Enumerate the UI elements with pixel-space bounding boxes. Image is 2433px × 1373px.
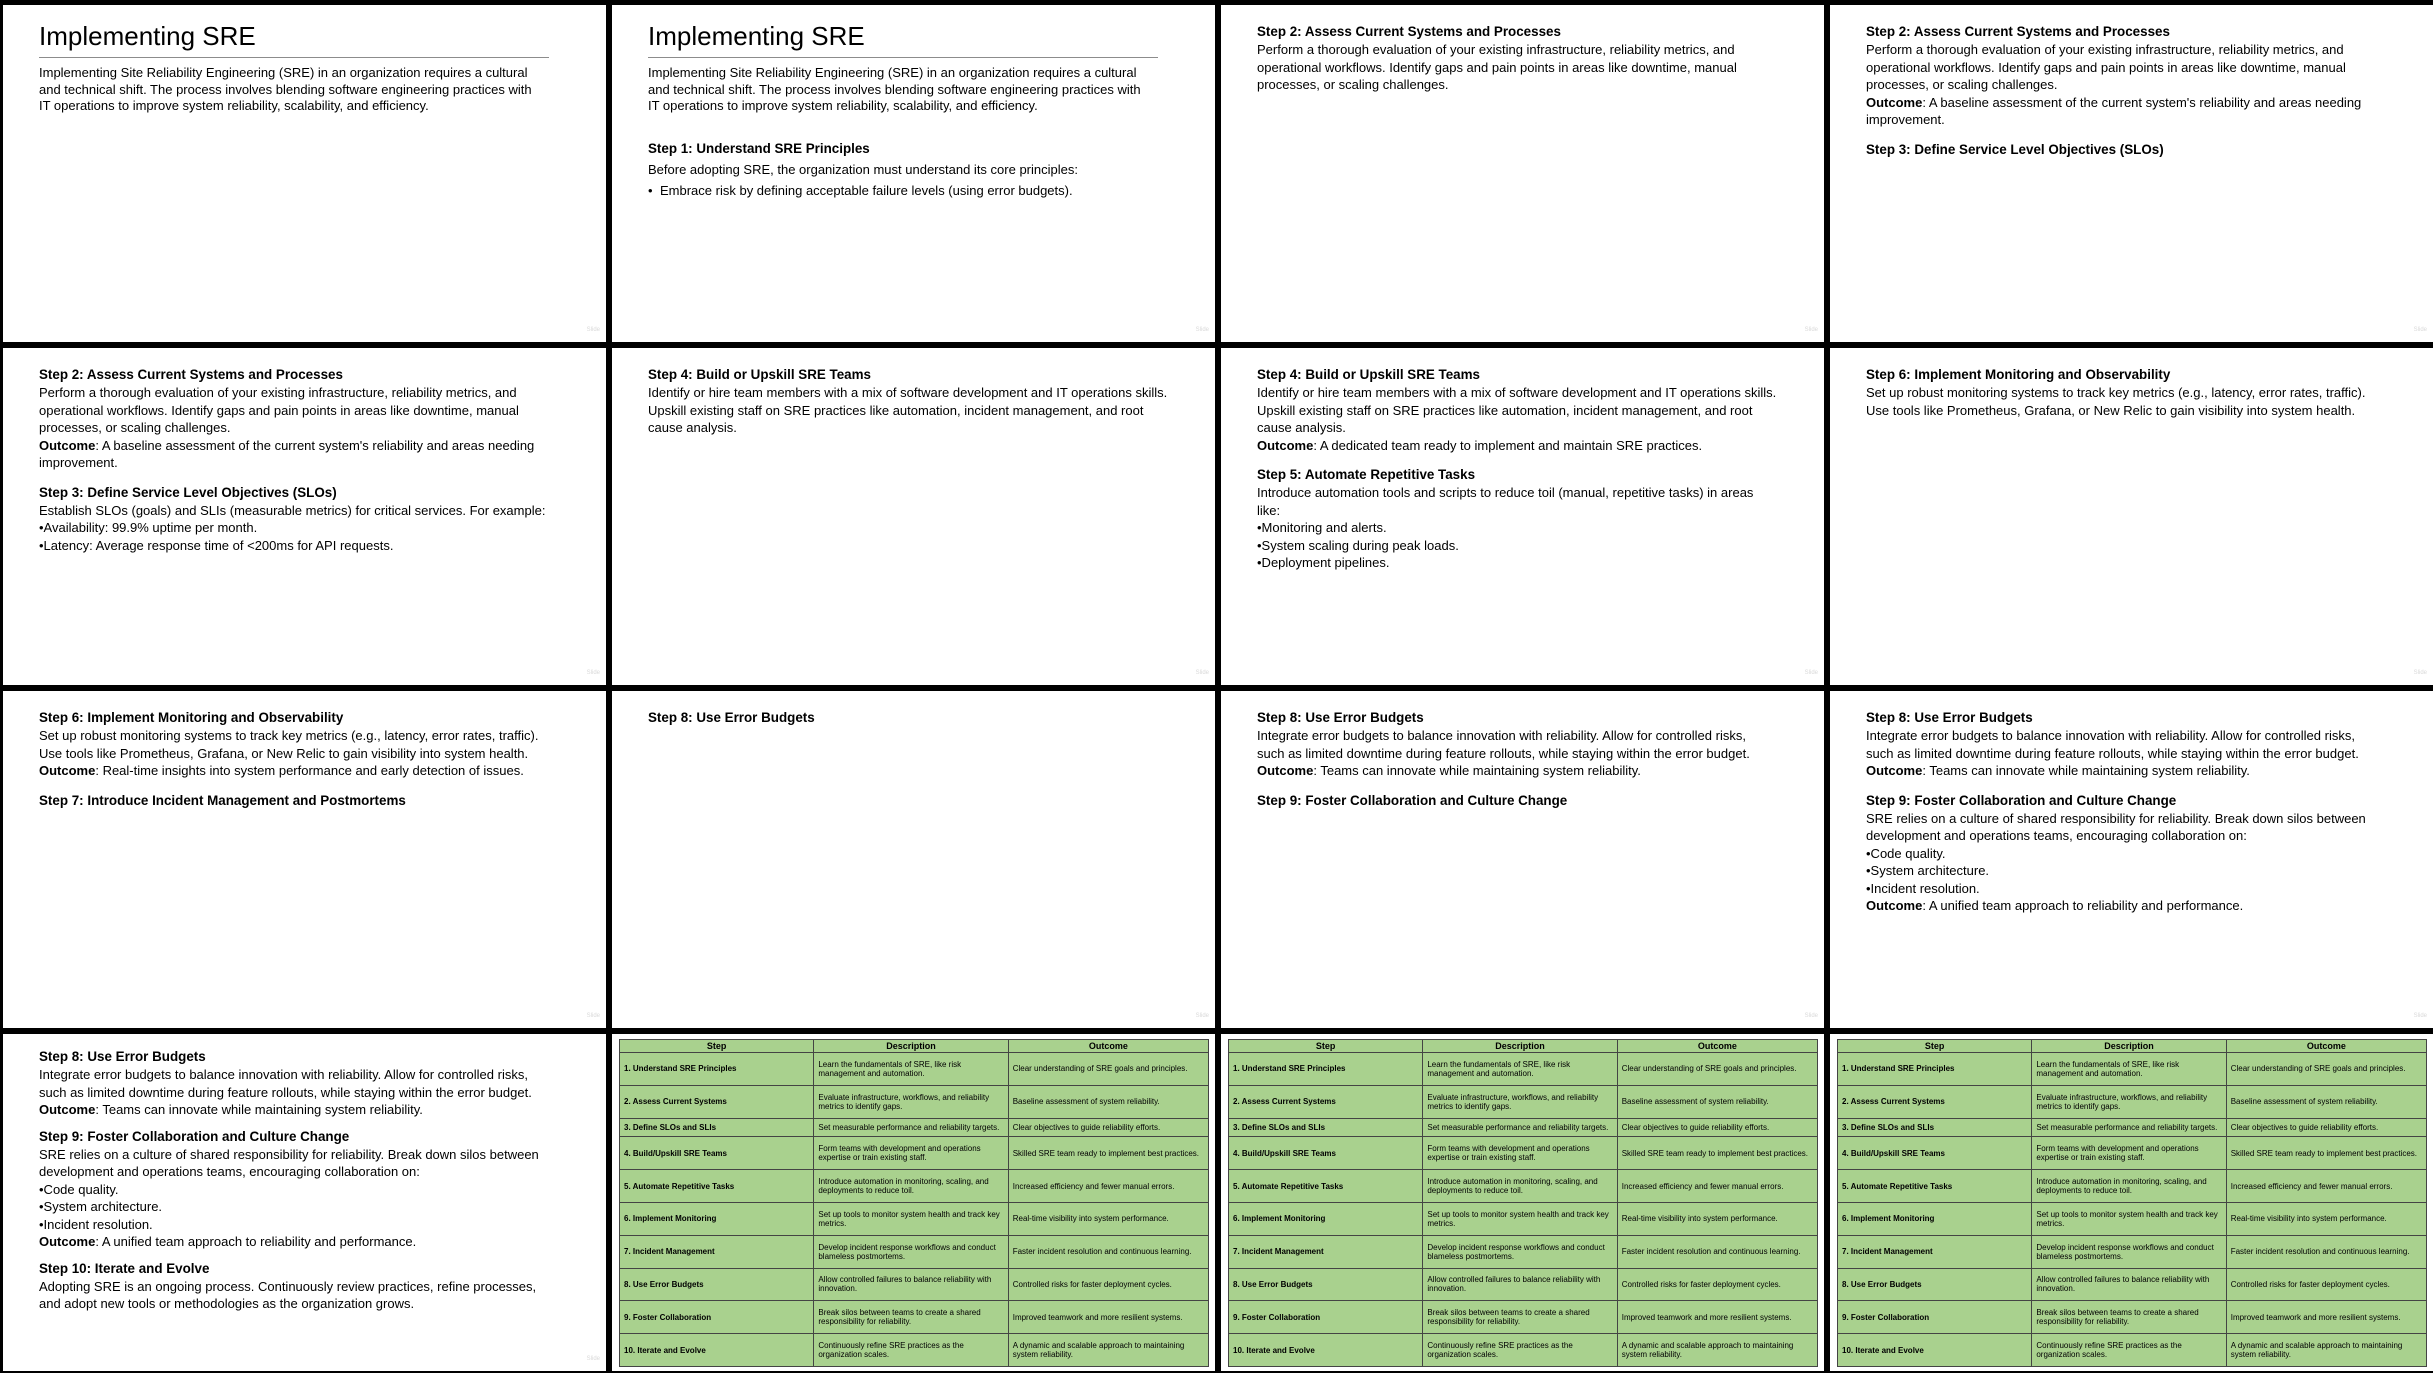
description-cell: Break silos between teams to create a shared responsibility for reliability. [1423, 1301, 1617, 1334]
step-cell: 6. Implement Monitoring [1838, 1202, 2032, 1235]
slide-watermark: Slide [2413, 670, 2427, 676]
step9-text: SRE relies on a culture of shared responsibility for reliability. Break down silos between development and operations teams, encouraging collaboration on: [1866, 810, 2366, 843]
step-cell: 3. Define SLOs and SLIs [1229, 1118, 1423, 1137]
outcome-cell: Faster incident resolution and continuous learning. [2226, 1235, 2426, 1268]
step2-outcome [39, 437, 559, 472]
outcome-cell: Clear objectives to guide reliability efforts. [1008, 1118, 1208, 1137]
step8-text: Integrate error budgets to balance innovation with reliability. Allow for controlled risks, such as limited downtime during feature rollouts, while staying within the error budget. [1257, 728, 1750, 761]
step-cell: 1. Understand SRE Principles [1838, 1053, 2032, 1086]
step2-outcome-text: : A baseline assessment of the current system's reliability and areas needing improvement. [1866, 94, 2362, 127]
step-cell: 10. Iterate and Evolve [1838, 1334, 2032, 1367]
description-cell: Form teams with development and operations expertise or train existing staff. [2032, 1137, 2226, 1170]
step6-text: Set up robust monitoring systems to track key metrics (e.g., latency, error rates, traffic). Use tools like Prometheus, Grafana, or New Relic to gain visibility into system health. [39, 728, 539, 761]
table-header-row [620, 1040, 1209, 1053]
table-header-row [1229, 1040, 1818, 1053]
step6-heading: Step 6: Implement Monitoring and Observability [39, 710, 344, 725]
step9-outcome-text: : A unified team approach to reliability and performance. [1922, 898, 2244, 913]
description-cell: Develop incident response workflows and conduct blameless postmortems. [1423, 1235, 1617, 1268]
table-row [620, 1301, 1209, 1334]
slide-watermark: Slide [1195, 327, 1209, 333]
steps-table [1837, 1039, 2427, 1367]
step4-heading: Step 4: Build or Upskill SRE Teams [648, 367, 871, 382]
step4-text: Identify or hire team members with a mix of software development and IT operations skills. Upskill existing staff on SRE practices like automation, incident management, and root cause analysis. [648, 385, 1168, 435]
outcome-cell: Controlled risks for faster deployment cycles. [2226, 1268, 2426, 1301]
description-cell: Introduce automation in monitoring, scaling, and deployments to reduce toil. [814, 1170, 1008, 1203]
step10-heading: Step 10: Iterate and Evolve [39, 1260, 210, 1276]
step2-heading: Step 2: Assess Current Systems and Processes [1257, 24, 1561, 39]
step2-text: Perform a thorough evaluation of your existing infrastructure, reliability metrics, and operational workflows. Identify gaps and pain points in areas like downtime, manual processes, or scaling challenges. [1257, 42, 1737, 92]
step5-text: Introduce automation tools and scripts to reduce toil (manual, repetitive tasks) in areas like: [1257, 485, 1754, 518]
description-cell: Develop incident response workflows and conduct blameless postmortems. [814, 1235, 1008, 1268]
step9-outcome [39, 1233, 559, 1251]
outcome-cell: Baseline assessment of system reliability. [2226, 1085, 2426, 1118]
step2-outcome [1866, 94, 2386, 129]
step4-heading: Step 4: Build or Upskill SRE Teams [1257, 367, 1480, 382]
description-cell: Learn the fundamentals of SRE, like risk management and automation. [2032, 1053, 2226, 1086]
slide-title: Implementing SRE [39, 21, 549, 58]
outcome-cell: Real-time visibility into system performance. [2226, 1202, 2426, 1235]
description-cell: Evaluate infrastructure, workflows, and reliability metrics to identify gaps. [2032, 1085, 2226, 1118]
slide-thumbnail-15[interactable] [1221, 1034, 1824, 1371]
description-cell: Break silos between teams to create a shared responsibility for reliability. [814, 1301, 1008, 1334]
description-cell: Continuously refine SRE practices as the organization scales. [2032, 1334, 2226, 1367]
outcome-cell: Improved teamwork and more resilient systems. [1008, 1301, 1208, 1334]
slide-watermark: Slide [1804, 1013, 1818, 1019]
table-row [620, 1053, 1209, 1086]
slide-watermark: Slide [2413, 1013, 2427, 1019]
step-cell: 5. Automate Repetitive Tasks [1229, 1170, 1423, 1203]
step9-text: SRE relies on a culture of shared responsibility for reliability. Break down silos between development and operations teams, encouraging collaboration on: [39, 1146, 539, 1179]
step6-text: Set up robust monitoring systems to track key metrics (e.g., latency, error rates, traffic). Use tools like Prometheus, Grafana, or New Relic to gain visibility into system health. [1866, 385, 2366, 418]
step-cell: 3. Define SLOs and SLIs [1838, 1118, 2032, 1137]
table-row [1229, 1334, 1818, 1367]
table-row [1229, 1053, 1818, 1086]
step7-heading: Step 7: Introduce Incident Management and Postmortems [39, 792, 406, 808]
slide-thumbnail-11[interactable] [1221, 691, 1824, 1028]
slide-thumbnail-4[interactable] [1830, 5, 2433, 342]
table-row [1838, 1268, 2427, 1301]
step9-bullet: •System architecture. [1866, 863, 1990, 878]
step-cell: 5. Automate Repetitive Tasks [1838, 1170, 2032, 1203]
table-row [1229, 1235, 1818, 1268]
outcome-cell: Faster incident resolution and continuous learning. [1008, 1235, 1208, 1268]
step-cell: 7. Incident Management [620, 1235, 814, 1268]
outcome-cell: Increased efficiency and fewer manual errors. [2226, 1170, 2426, 1203]
step5-bullet: •System scaling during peak loads. [1257, 537, 1459, 553]
step6-outcome-text: : Real-time insights into system performance and early detection of issues. [95, 763, 524, 778]
outcome-cell: Controlled risks for faster deployment cycles. [1008, 1268, 1208, 1301]
step3-heading: Step 3: Define Service Level Objectives (SLOs) [1866, 141, 2164, 157]
step9-bullet: •Incident resolution. [1866, 880, 1980, 896]
step3-text: Establish SLOs (goals) and SLIs (measurable metrics) for critical services. For example: [39, 502, 546, 518]
step9-bullet: •Incident resolution. [39, 1216, 153, 1232]
description-cell: Continuously refine SRE practices as the organization scales. [814, 1334, 1008, 1367]
intro-text: Implementing Site Reliability Engineering (SRE) in an organization requires a cultural and technical shift. The process involves blending software engineering practices with IT operations to improve system reliability, scalability, and efficiency. [39, 65, 532, 113]
outcome-label: Outcome [1257, 763, 1314, 778]
table-row [620, 1202, 1209, 1235]
description-cell: Develop incident response workflows and conduct blameless postmortems. [2032, 1235, 2226, 1268]
step5-heading: Step 5: Automate Repetitive Tasks [1257, 467, 1476, 482]
step8-heading: Step 8: Use Error Budgets [39, 1049, 206, 1064]
step-cell: 1. Understand SRE Principles [1229, 1053, 1423, 1086]
outcome-label: Outcome [39, 1102, 96, 1117]
description-cell: Introduce automation in monitoring, scaling, and deployments to reduce toil. [2032, 1170, 2226, 1203]
table-row [1838, 1301, 2427, 1334]
outcome-label: Outcome [39, 437, 96, 453]
outcome-cell: Improved teamwork and more resilient systems. [1617, 1301, 1817, 1334]
description-cell: Continuously refine SRE practices as the organization scales. [1423, 1334, 1617, 1367]
description-cell: Set up tools to monitor system health and track key metrics. [2032, 1202, 2226, 1235]
slide-thumbnail-2[interactable] [612, 5, 1215, 342]
step9-outcome-text: : A unified team approach to reliability and performance. [95, 1234, 417, 1249]
step8-text: Integrate error budgets to balance innovation with reliability. Allow for controlled risks, such as limited downtime during feature rollouts, while staying within the error budget. [1866, 728, 2359, 761]
step8-outcome [1866, 762, 2386, 780]
table-row [1838, 1170, 2427, 1203]
step2-text: Perform a thorough evaluation of your existing infrastructure, reliability metrics, and operational workflows. Identify gaps and pain points in areas like downtime, manual processes, or scaling challenges. [39, 385, 519, 435]
description-cell: Evaluate infrastructure, workflows, and reliability metrics to identify gaps. [1423, 1085, 1617, 1118]
slide-watermark: Slide [586, 1356, 600, 1362]
slide-thumbnail-3[interactable] [1221, 5, 1824, 342]
step4-text: Identify or hire team members with a mix of software development and IT operations skills. Upskill existing staff on SRE practices like automation, incident management, and root cause analysis. [1257, 385, 1777, 435]
table-row [1229, 1170, 1818, 1203]
step-cell: 5. Automate Repetitive Tasks [620, 1170, 814, 1203]
step-cell: 2. Assess Current Systems [1229, 1085, 1423, 1118]
step-cell: 4. Build/Upskill SRE Teams [1838, 1137, 2032, 1170]
description-cell: Set measurable performance and reliability targets. [2032, 1118, 2226, 1137]
table-row [1838, 1118, 2427, 1137]
step-cell: 9. Foster Collaboration [620, 1301, 814, 1334]
table-row [1838, 1137, 2427, 1170]
slide-watermark: Slide [1195, 1013, 1209, 1019]
step3-bullet: •Latency: Average response time of <200ms for API requests. [39, 537, 394, 553]
intro-text: Implementing Site Reliability Engineering (SRE) in an organization requires a cultural and technical shift. The process involves blending software engineering practices with IT operations to improve system reliability, scalability, and efficiency. [648, 65, 1141, 113]
outcome-cell: A dynamic and scalable approach to maintaining system reliability. [1008, 1334, 1208, 1367]
slide-watermark: Slide [1804, 670, 1818, 676]
slide-thumbnail-5[interactable] [3, 348, 606, 685]
step-cell: 2. Assess Current Systems [1838, 1085, 2032, 1118]
table-row [1838, 1053, 2427, 1086]
slide-thumbnail-12[interactable] [1830, 691, 2433, 1028]
description-cell: Allow controlled failures to balance reliability with innovation. [814, 1268, 1008, 1301]
column-header: Outcome [2226, 1040, 2426, 1053]
table-row [1229, 1085, 1818, 1118]
description-cell: Allow controlled failures to balance reliability with innovation. [2032, 1268, 2226, 1301]
step1-bullet: • Embrace risk by defining acceptable failure levels (using error budgets). [648, 182, 1185, 200]
step-cell: 4. Build/Upskill SRE Teams [1229, 1137, 1423, 1170]
outcome-cell: Improved teamwork and more resilient systems. [2226, 1301, 2426, 1334]
outcome-cell: Faster incident resolution and continuous learning. [1617, 1235, 1817, 1268]
table-row [620, 1334, 1209, 1367]
column-header: Step [620, 1040, 814, 1053]
slide-thumbnail-9[interactable] [3, 691, 606, 1028]
slide-thumbnail-13[interactable] [3, 1034, 606, 1371]
step-cell: 10. Iterate and Evolve [1229, 1334, 1423, 1367]
step3-heading: Step 3: Define Service Level Objectives (SLOs) [39, 484, 337, 500]
outcome-cell: Clear understanding of SRE goals and principles. [1617, 1053, 1817, 1086]
outcome-cell: Skilled SRE team ready to implement best practices. [1008, 1137, 1208, 1170]
step8-outcome [1257, 762, 1777, 780]
description-cell: Set measurable performance and reliability targets. [814, 1118, 1008, 1137]
step2-heading: Step 2: Assess Current Systems and Processes [1866, 24, 2170, 39]
step5-bullet: •Deployment pipelines. [1257, 555, 1390, 570]
step1-bullets [648, 182, 1185, 200]
description-cell: Allow controlled failures to balance reliability with innovation. [1423, 1268, 1617, 1301]
slide-watermark: Slide [1804, 327, 1818, 333]
column-header: Outcome [1617, 1040, 1817, 1053]
slide-thumbnail-14[interactable] [612, 1034, 1215, 1371]
step4-outcome-text: : A dedicated team ready to implement and maintain SRE practices. [1313, 437, 1703, 453]
step9-heading: Step 9: Foster Collaboration and Culture Change [1866, 792, 2177, 808]
outcome-label: Outcome [1866, 763, 1923, 778]
step-cell: 8. Use Error Budgets [1838, 1268, 2032, 1301]
step5-bullet: •Monitoring and alerts. [1257, 520, 1387, 535]
slide-thumbnail-8[interactable] [1830, 348, 2433, 685]
step8-text: Integrate error budgets to balance innovation with reliability. Allow for controlled risks, such as limited downtime during feature rollouts, while staying within the error budget. [39, 1067, 532, 1100]
slide-thumbnail-6[interactable] [612, 348, 1215, 685]
table-row [1229, 1301, 1818, 1334]
table-row [620, 1137, 1209, 1170]
slide-watermark: Slide [586, 670, 600, 676]
table-row [1838, 1202, 2427, 1235]
step-cell: 7. Incident Management [1229, 1235, 1423, 1268]
table-row [620, 1085, 1209, 1118]
step-cell: 7. Incident Management [1838, 1235, 2032, 1268]
outcome-cell: Clear objectives to guide reliability efforts. [1617, 1118, 1817, 1137]
table-row [620, 1235, 1209, 1268]
description-cell: Form teams with development and operations expertise or train existing staff. [814, 1137, 1008, 1170]
outcome-cell: Clear understanding of SRE goals and principles. [1008, 1053, 1208, 1086]
step9-bullet: •Code quality. [39, 1181, 119, 1197]
step8-heading: Step 8: Use Error Budgets [1257, 710, 1424, 725]
slide-watermark: Slide [586, 1013, 600, 1019]
step6-outcome [39, 762, 559, 780]
slide-thumbnail-10[interactable] [612, 691, 1215, 1028]
step10-text: Adopting SRE is an ongoing process. Continuously review practices, refine processes, and adopt new tools or methodologies as the organization grows. [39, 1278, 537, 1311]
slide-thumbnail-16[interactable] [1830, 1034, 2433, 1371]
step-cell: 1. Understand SRE Principles [620, 1053, 814, 1086]
table-row [620, 1118, 1209, 1137]
steps-table [619, 1039, 1209, 1367]
table-row [1229, 1137, 1818, 1170]
column-header: Description [2032, 1040, 2226, 1053]
table-row [1838, 1235, 2427, 1268]
outcome-cell: Baseline assessment of system reliability. [1617, 1085, 1817, 1118]
step4-outcome [1257, 437, 1777, 455]
description-cell: Learn the fundamentals of SRE, like risk management and automation. [1423, 1053, 1617, 1086]
step9-outcome [1866, 897, 2386, 915]
outcome-label: Outcome [1257, 437, 1314, 453]
outcome-cell: Real-time visibility into system performance. [1008, 1202, 1208, 1235]
step3-bullet: •Availability: 99.9% uptime per month. [39, 520, 258, 535]
step8-outcome-text: : Teams can innovate while maintaining system reliability. [1313, 763, 1641, 778]
column-header: Step [1838, 1040, 2032, 1053]
slide-thumbnail-7[interactable] [1221, 348, 1824, 685]
description-cell: Set measurable performance and reliability targets. [1423, 1118, 1617, 1137]
column-header: Step [1229, 1040, 1423, 1053]
step9-bullet: •Code quality. [1866, 845, 1946, 861]
step-cell: 8. Use Error Budgets [620, 1268, 814, 1301]
slide-watermark: Slide [1195, 670, 1209, 676]
outcome-cell: A dynamic and scalable approach to maintaining system reliability. [1617, 1334, 1817, 1367]
step-cell: 6. Implement Monitoring [620, 1202, 814, 1235]
step6-heading: Step 6: Implement Monitoring and Observability [1866, 367, 2171, 382]
table-row [1229, 1268, 1818, 1301]
description-cell: Set up tools to monitor system health and track key metrics. [814, 1202, 1008, 1235]
outcome-cell: A dynamic and scalable approach to maintaining system reliability. [2226, 1334, 2426, 1367]
description-cell: Break silos between teams to create a shared responsibility for reliability. [2032, 1301, 2226, 1334]
step2-text: Perform a thorough evaluation of your existing infrastructure, reliability metrics, and operational workflows. Identify gaps and pain points in areas like downtime, manual processes, or scaling challenges. [1866, 42, 2346, 92]
step2-outcome-text: : A baseline assessment of the current system's reliability and areas needing improvement. [39, 437, 535, 470]
table-row [620, 1170, 1209, 1203]
outcome-label: Outcome [1866, 898, 1923, 913]
step-cell: 9. Foster Collaboration [1838, 1301, 2032, 1334]
step1-text: Before adopting SRE, the organization must understand its core principles: [648, 161, 1078, 177]
description-cell: Set up tools to monitor system health and track key metrics. [1423, 1202, 1617, 1235]
slide-title: Implementing SRE [648, 21, 1158, 58]
step8-outcome [39, 1101, 559, 1119]
outcome-cell: Clear objectives to guide reliability efforts. [2226, 1118, 2426, 1137]
step1-heading: Step 1: Understand SRE Principles [648, 140, 870, 156]
description-cell: Form teams with development and operations expertise or train existing staff. [1423, 1137, 1617, 1170]
outcome-label: Outcome [1866, 94, 1923, 110]
outcome-cell: Skilled SRE team ready to implement best practices. [1617, 1137, 1817, 1170]
steps-table [1228, 1039, 1818, 1367]
table-row [620, 1268, 1209, 1301]
table-row [1229, 1202, 1818, 1235]
outcome-label: Outcome [39, 763, 96, 778]
column-header: Description [1423, 1040, 1617, 1053]
outcome-cell: Increased efficiency and fewer manual errors. [1617, 1170, 1817, 1203]
outcome-label: Outcome [39, 1234, 96, 1249]
step8-outcome-text: : Teams can innovate while maintaining system reliability. [1922, 763, 2250, 778]
table-header-row [1838, 1040, 2427, 1053]
column-header: Outcome [1008, 1040, 1208, 1053]
outcome-cell: Baseline assessment of system reliability. [1008, 1085, 1208, 1118]
step-cell: 4. Build/Upskill SRE Teams [620, 1137, 814, 1170]
step-cell: 10. Iterate and Evolve [620, 1334, 814, 1367]
slide-thumbnail-1[interactable] [3, 5, 606, 342]
outcome-cell: Controlled risks for faster deployment cycles. [1617, 1268, 1817, 1301]
description-cell: Learn the fundamentals of SRE, like risk management and automation. [814, 1053, 1008, 1086]
step9-heading: Step 9: Foster Collaboration and Culture Change [39, 1128, 350, 1144]
step-cell: 9. Foster Collaboration [1229, 1301, 1423, 1334]
table-row [1229, 1118, 1818, 1137]
outcome-cell: Real-time visibility into system performance. [1617, 1202, 1817, 1235]
description-cell: Evaluate infrastructure, workflows, and reliability metrics to identify gaps. [814, 1085, 1008, 1118]
slide-watermark: Slide [2413, 327, 2427, 333]
step-cell: 3. Define SLOs and SLIs [620, 1118, 814, 1137]
step8-heading: Step 8: Use Error Budgets [1866, 710, 2033, 725]
outcome-cell: Skilled SRE team ready to implement best practices. [2226, 1137, 2426, 1170]
description-cell: Introduce automation in monitoring, scaling, and deployments to reduce toil. [1423, 1170, 1617, 1203]
step8-heading: Step 8: Use Error Budgets [648, 710, 815, 725]
outcome-cell: Increased efficiency and fewer manual errors. [1008, 1170, 1208, 1203]
column-header: Description [814, 1040, 1008, 1053]
step9-heading: Step 9: Foster Collaboration and Culture Change [1257, 792, 1568, 808]
step8-outcome-text: : Teams can innovate while maintaining system reliability. [95, 1102, 423, 1117]
outcome-cell: Clear understanding of SRE goals and principles. [2226, 1053, 2426, 1086]
slide-watermark: Slide [586, 327, 600, 333]
table-row [1838, 1334, 2427, 1367]
step9-bullet: •System architecture. [39, 1199, 163, 1214]
table-row [1838, 1085, 2427, 1118]
step-cell: 2. Assess Current Systems [620, 1085, 814, 1118]
step-cell: 6. Implement Monitoring [1229, 1202, 1423, 1235]
step2-heading: Step 2: Assess Current Systems and Processes [39, 367, 343, 382]
step-cell: 8. Use Error Budgets [1229, 1268, 1423, 1301]
